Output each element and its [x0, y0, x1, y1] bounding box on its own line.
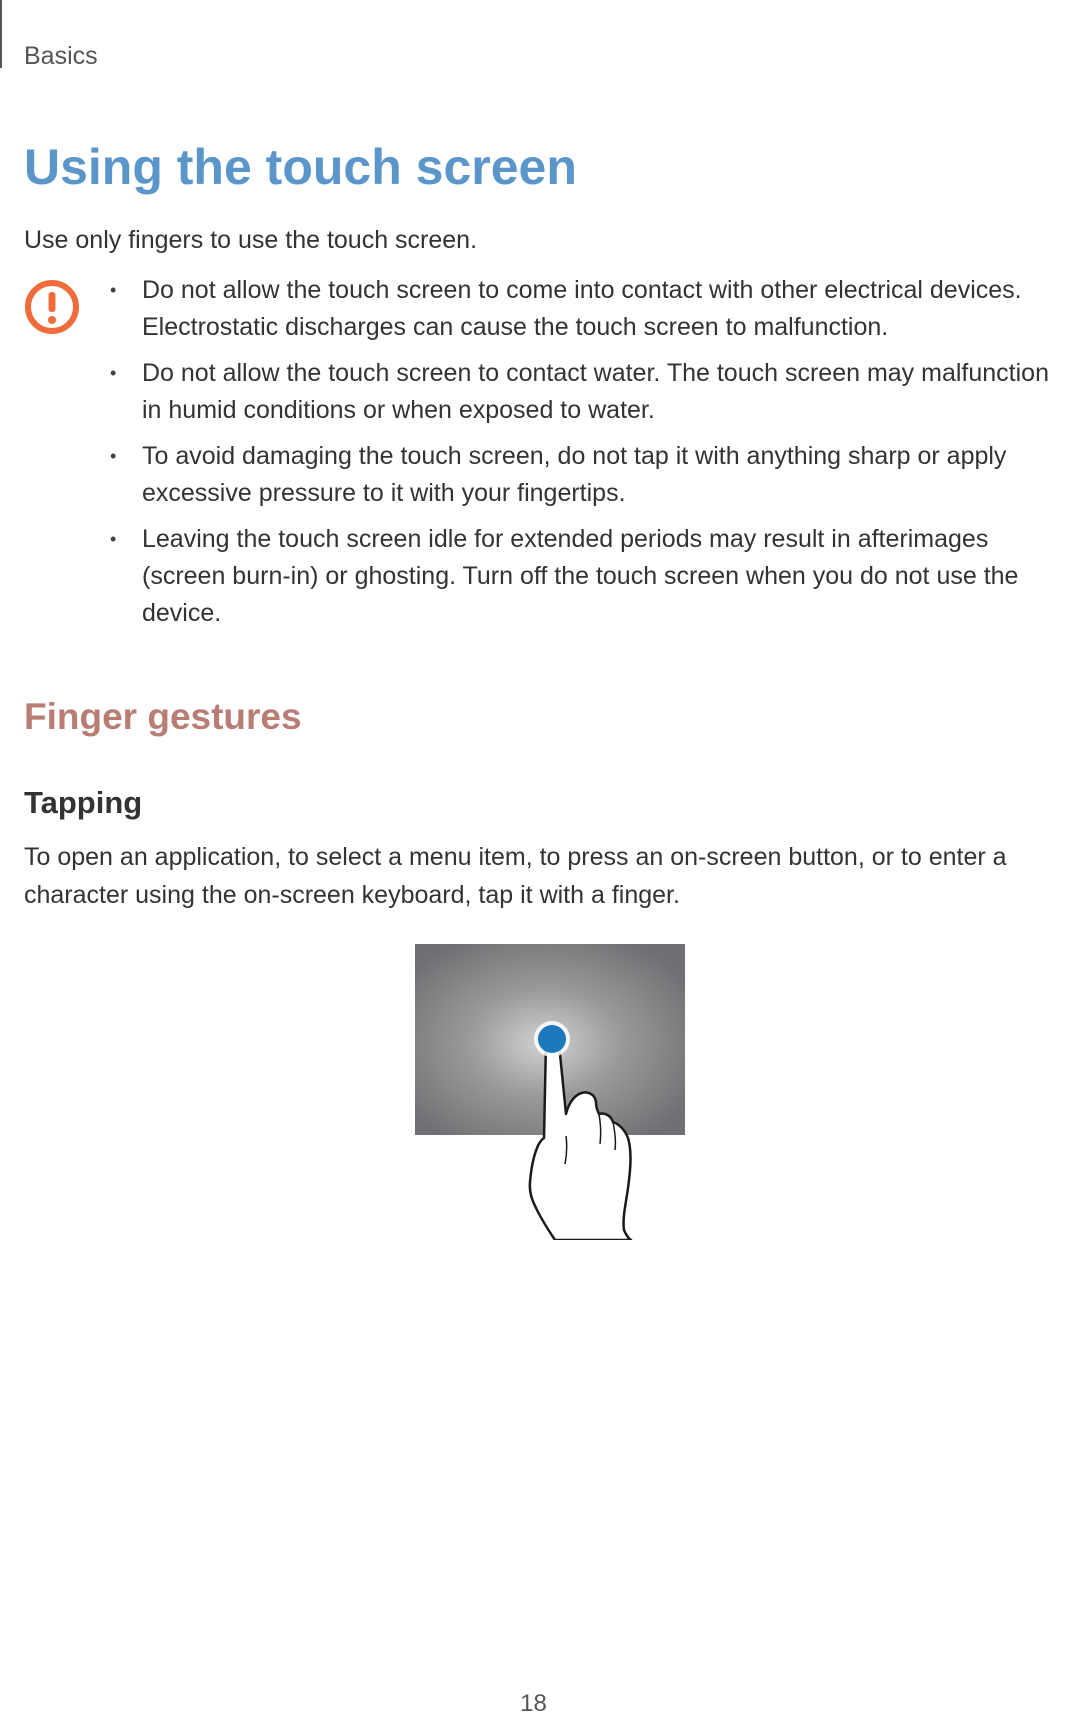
section-label: Basics — [24, 42, 98, 70]
tap-gesture-illustration — [415, 944, 685, 1240]
header-rule — [0, 0, 2, 68]
caution-line: Leaving the touch screen idle for extended periods may result in afterimages — [142, 525, 989, 553]
section-subtitle: Finger gestures — [24, 696, 302, 737]
bullet: • — [110, 529, 117, 549]
gesture-title: Tapping — [24, 785, 143, 820]
caution-line: device. — [142, 599, 222, 627]
caution-line: Do not allow the touch screen to come into contact with other electrical devices. — [142, 276, 1022, 304]
caution-item — [110, 438, 1065, 512]
bullet: • — [110, 446, 117, 466]
caution-list — [110, 272, 1065, 641]
gesture-line: character using the on-screen keyboard, tap it with a finger. — [24, 881, 680, 909]
caution-item — [110, 355, 1065, 429]
caution-item — [110, 272, 1065, 346]
bullet: • — [110, 363, 117, 383]
gesture-line: To open an application, to select a menu item, to press an on-screen button, or to enter a — [24, 843, 1007, 871]
page-title: Using the touch screen — [24, 139, 577, 195]
caution-item — [110, 521, 1065, 632]
caution-line: To avoid damaging the touch screen, do not tap it with anything sharp or apply — [142, 442, 1007, 470]
tap-point — [534, 1021, 570, 1057]
intro-text: Use only fingers to use the touch screen. — [24, 226, 478, 254]
warning-icon — [24, 279, 80, 335]
caution-line: (screen burn-in) or ghosting. Turn off the touch screen when you do not use the — [142, 562, 1019, 590]
caution-line: Do not allow the touch screen to contact water. The touch screen may malfunction — [142, 359, 1049, 387]
bullet: • — [110, 280, 117, 300]
caution-line: excessive pressure to it with your fingertips. — [142, 479, 626, 507]
caution-line: in humid conditions or when exposed to water. — [142, 396, 655, 424]
caution-line: Electrostatic discharges can cause the touch screen to malfunction. — [142, 313, 889, 341]
page-number: 18 — [520, 1690, 547, 1717]
gesture-description — [24, 838, 1007, 914]
